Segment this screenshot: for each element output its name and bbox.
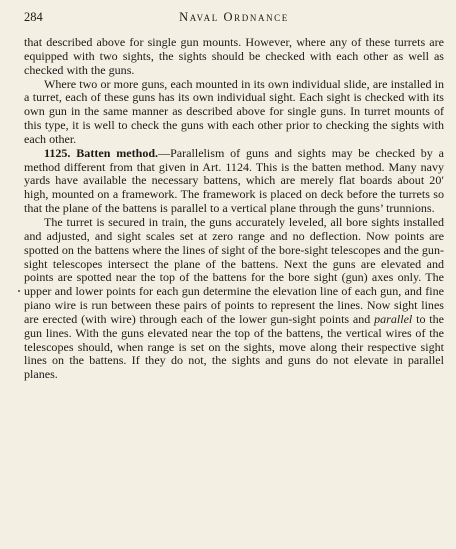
section-heading: 1125. Batten method. (44, 145, 159, 160)
paragraph-3 (24, 147, 444, 216)
paragraph-4-text-after: to the gun lines. With the guns elevated near the top of the battens, the vertical wires of the telescopes should, when range is set on the sights, move along their respective sight lines on the battens. If they do not, the sights and guns do not elevate in parallel planes. (24, 311, 444, 382)
paragraph-1-text: that described above for single gun mounts. However, where any of these turrets are equipped with two sights, the sights should be checked with each other as well as checked with the guns. (24, 35, 444, 77)
paragraph-3-text: —Parallelism of guns and sights may be checked by a method different from that given in Art. 1124. This is the batten method. Many navy yards have available the necessary battens, which are merely flat boards about 20′ high, mounted on a framework. The framework is placed on deck before the turrets so that the plane of the battens is parallel to a vertical plane through the guns’ trunnions. (24, 145, 445, 216)
paragraph-2-text: Where two or more guns, each mounted in its own individual slide, are installed in a turret, each of these guns has its own individual sight. Each sight is checked with its own gun in the same manner as described above for single guns. In turret mounts of this type, it is well to check the guns with each other prior to checking the sights with each other. (24, 76, 444, 146)
paragraph-1 (24, 36, 444, 78)
margin-mark (18, 290, 20, 292)
italic-emphasis: parallel (374, 311, 413, 326)
document-body (24, 36, 444, 382)
running-head: Naval Ordnance (179, 10, 289, 24)
paragraph-4-text-before: The turret is secured in train, the guns accurately leveled, all bore sights installed and adjusted, and sight scales set at zero range and no deflection. Now points are spotted on the battens where the lines of sight of the bore-sight telescopes and the gun-sight telescopes intersect the plane of the battens. Next the guns are elevated and points are spotted near the top of the battens for the bore sight (gun) axes only. The upper and lower points for each gun determine the elevation line of each gun, and fine piano wire is run between these pairs of points to represent the lines. Now sight lines are erected (with wire) through each of the lower gun-sight points and (24, 214, 444, 326)
page-header (24, 10, 444, 26)
paragraph-4 (24, 216, 444, 382)
paragraph-2 (24, 78, 444, 147)
page-number: 284 (24, 10, 43, 24)
